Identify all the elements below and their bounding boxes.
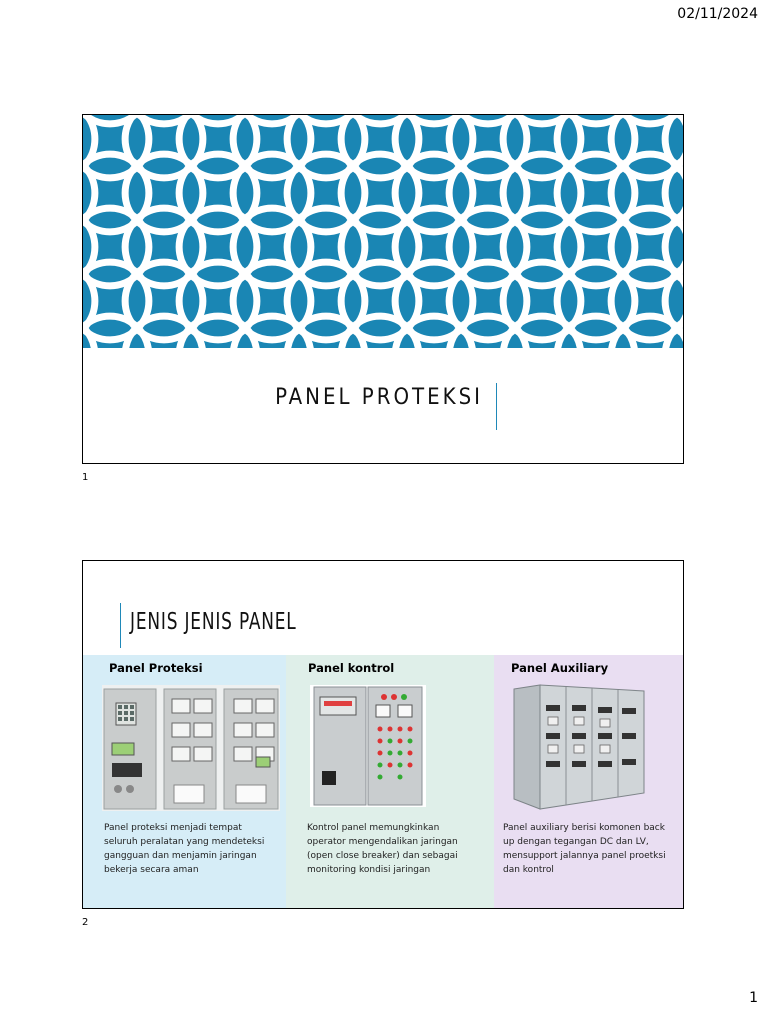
slide-number: 2 <box>82 917 89 928</box>
slide-2 <box>82 560 684 909</box>
column-heading: Panel Proteksi <box>109 661 203 675</box>
control-panel-photo <box>310 685 426 807</box>
protection-panel-photo <box>102 685 280 811</box>
column-heading: Panel Auxiliary <box>511 661 609 675</box>
slide-title: JENIS JENIS PANEL <box>130 609 297 635</box>
slide-title: PANEL PROTEKSI <box>275 385 483 410</box>
print-date: 02/11/2024 <box>677 6 758 22</box>
column-description: Kontrol panel memungkinkan operator mengendalikan jaringan (open close breaker) dan sebagai monitoring kondisi jaringan <box>307 823 458 875</box>
circle-lattice-pattern <box>83 115 683 348</box>
column-description: Panel auxiliary berisi komonen back up dengan tegangan DC dan LV, mensupport jalannya panel proetksi dan kontrol <box>503 823 666 875</box>
slide-1 <box>82 114 684 464</box>
panel-kontrol-column <box>286 655 494 908</box>
column-description: Panel proteksi menjadi tempat seluruh peralatan yang mendeteksi gangguan dan menjamin jaringan bekerja secara aman <box>104 823 265 875</box>
slide-number: 1 <box>82 472 89 483</box>
auxiliary-panel-photo <box>500 681 650 813</box>
panel-proteksi-column <box>83 655 286 908</box>
title-accent-bar <box>496 383 497 430</box>
print-page-number: 1 <box>749 990 758 1006</box>
column-heading: Panel kontrol <box>308 661 395 675</box>
panel-auxiliary-column <box>494 655 683 908</box>
title-accent-bar <box>120 603 121 648</box>
